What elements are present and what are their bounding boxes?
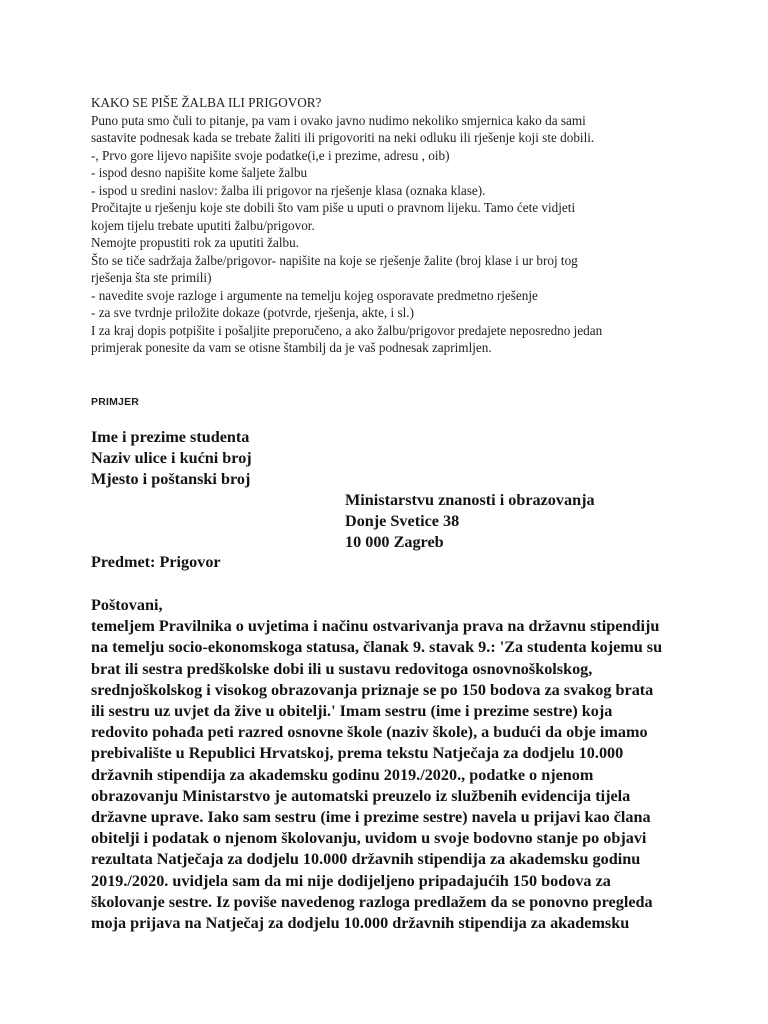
intro-line: kojem tijelu trebate uputiti žalbu/prigovor.	[91, 217, 315, 233]
example-section-label: PRIMJER	[91, 396, 140, 408]
letter-line: moja prijava na Natječaj za dodjelu 10.000 državnih stipendija za akademsku	[91, 914, 630, 933]
letter-line: temeljem Pravilnika o uvjetima i načinu ostvarivanja prava na državnu stipendiju	[91, 617, 660, 636]
letter-body	[91, 595, 662, 934]
recipient-city: 10 000 Zagreb	[345, 533, 444, 551]
intro-line: Što se tiče sadržaja žalbe/prigovor- napišite na koje se rješenje žalite (broj klase i ur broj tog	[91, 252, 578, 268]
letter-line: ili sestru uz uvjet da žive u obitelji.' Imam sestru (ime i prezime sestre) koja	[91, 702, 613, 721]
recipient-name: Ministarstvu znanosti i obrazovanja	[345, 491, 595, 509]
intro-line: - za sve tvrdnje priložite dokaze (potvrde, rješenja, akte, i sl.)	[91, 305, 414, 320]
letter-line: 2019./2020. uvidjela sam da mi nije dodijeljeno pripadajućih 150 bodova za	[91, 871, 611, 890]
intro-line: I za kraj dopis potpišite i pošaljite preporučeno, a ako žalbu/prigovor predajete neposredno jedan	[91, 322, 603, 338]
intro-line: rješenja šta ste primili)	[91, 270, 212, 285]
sender-block	[91, 427, 252, 490]
letter-line: na temelju socio-ekonomskoga statusa, članak 9. stavak 9.: 'Za studenta kojemu su	[91, 638, 663, 657]
recipient-block	[345, 490, 595, 553]
sender-street: Naziv ulice i kućni broj	[91, 449, 252, 467]
letter-line: redovito pohađa peti razred osnovne škole (naziv škole), a budući da obje imamo	[91, 723, 648, 742]
letter-line: obrazovanju Ministarstvo je automatski preuzelo iz službenih evidencija tijela	[91, 786, 631, 805]
letter-line: prebivalište u Republici Hrvatskoj, prema tekstu Natječaja za dodjelu 10.000	[91, 744, 624, 763]
letter-line: obitelji i podatak o njenom školovanju, uvidom u svoje bodovno stanje po objavi	[91, 829, 647, 848]
intro-instructions	[91, 94, 691, 357]
letter-line: državne uprave. Iako sam sestru (ime i prezime sestre) navela u prijavi kao člana	[91, 808, 651, 827]
intro-line: - ispod desno napišite kome šaljete žalbu	[91, 165, 308, 180]
intro-line: Pročitajte u rješenju koje ste dobili što vam piše u uputi o pravnom lijeku. Tamo ćete vidjeti	[91, 200, 576, 215]
intro-heading: KAKO SE PIŠE ŽALBA ILI PRIGOVOR?	[91, 95, 322, 110]
intro-line: - ispod u sredini naslov: žalba ili prigovor na rješenje klasa (oznaka klase).	[91, 182, 486, 198]
letter-line: brat ili sestra predškolske dobi ili u sustavu redovitoga osnovnoškolskog,	[91, 659, 593, 678]
letter-line: rezultata Natječaja za dodjelu 10.000 državnih stipendija za akademsku godinu	[91, 850, 641, 869]
intro-line: - navedite svoje razloge i argumente na temelju kojeg osporavate predmetno rješenje	[91, 287, 538, 303]
letter-line: državnih stipendija za akademsku godinu 2019./2020., podatke o njenom	[91, 765, 594, 784]
intro-line: Puno puta smo čuli to pitanje, pa vam i ovako javno nudimo nekoliko smjernica kako da sami	[91, 112, 586, 128]
sender-city: Mjesto i poštanski broj	[91, 470, 251, 488]
letter-salutation: Poštovani,	[91, 596, 163, 614]
intro-line: sastavite podnesak kada se trebate žaliti ili prigovoriti na neki odluku ili rješenje koji ste dobili.	[91, 130, 595, 145]
intro-line: Nemojte propustiti rok za uputiti žalbu.	[91, 235, 300, 250]
letter-line: školovanje sestre. Iz poviše navedenog razloga predlažem da se ponovno pregleda	[91, 892, 653, 911]
intro-line: -, Prvo gore lijevo napišite svoje podatke(i,e i prezime, adresu , oib)	[91, 147, 450, 163]
sender-name: Ime i prezime studenta	[91, 428, 250, 446]
recipient-street: Donje Svetice 38	[345, 512, 460, 530]
letter-line: srednjoškolskog i visokog obrazovanja priznaje se po 150 bodova za svakog brata	[91, 680, 654, 699]
intro-line: primjerak ponesite da vam se otisne štambilj da je vaš podnesak zaprimljen.	[91, 340, 492, 355]
letter-subject: Predmet: Prigovor	[91, 553, 221, 571]
